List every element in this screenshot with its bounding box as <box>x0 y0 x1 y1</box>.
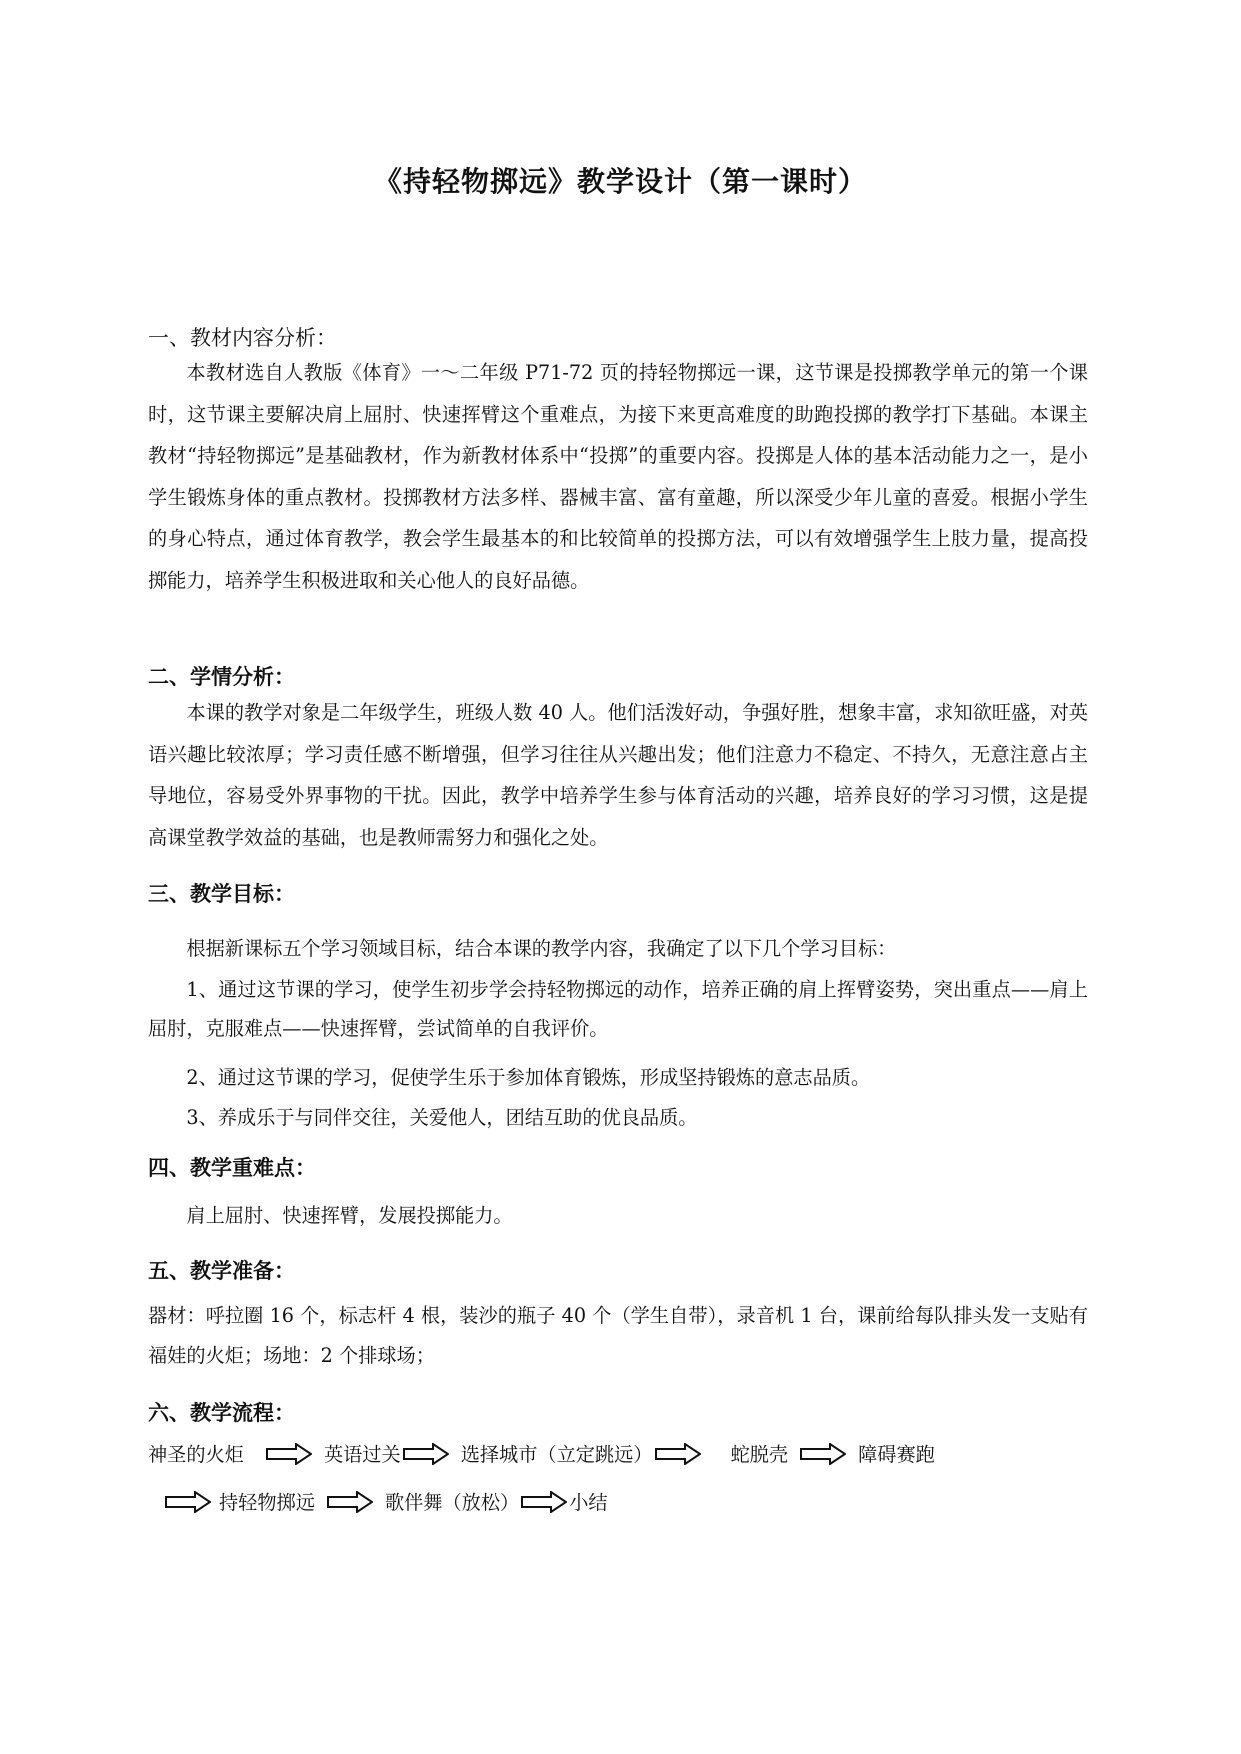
right-arrow-icon <box>266 1443 312 1465</box>
teaching-flow-row-2 <box>165 1488 608 1515</box>
section-heading-content-analysis: 一、教材内容分析： <box>148 326 337 350</box>
section-heading-preparation: 五、教学准备： <box>148 1259 295 1283</box>
section-heading-teaching-goals: 三、教学目标： <box>148 882 295 906</box>
right-arrow-icon <box>655 1443 701 1465</box>
flow-step: 蛇脱壳 <box>730 1443 789 1466</box>
flow-step: 持轻物掷远 <box>219 1491 315 1514</box>
flow-step: 英语过关 <box>323 1443 401 1466</box>
flow-step: 障碍赛跑 <box>858 1443 935 1466</box>
right-arrow-icon <box>521 1491 567 1513</box>
paragraph-preparation: 器材：呼拉圈 16 个，标志杆 4 根，装沙的瓶子 40 个（学生自带），录音机 1 台，课前给每队排头发一支贴有福娃的火炬；场地：2 个排球场； <box>148 1304 1088 1367</box>
paragraph-goal-3: 3、养成乐于与同伴交往，关爱他人，团结互助的优良品质。 <box>186 1106 698 1129</box>
flow-step: 小结 <box>569 1491 608 1514</box>
flow-step: 歌伴舞（放松） <box>384 1491 520 1514</box>
flow-step: 神圣的火炬 <box>148 1443 244 1466</box>
right-arrow-icon <box>165 1491 211 1513</box>
document-title: 《持轻物掷远》教学设计（第一课时） <box>373 165 867 198</box>
section-heading-teaching-flow: 六、教学流程： <box>148 1401 295 1425</box>
right-arrow-icon <box>800 1443 846 1465</box>
paragraph-goal-1: 1、通过这节课的学习，使学生初步学会持轻物掷远的动作，培养正确的肩上挥臂姿势，突出重点——肩上屈肘，克服难点——快速挥臂，尝试简单的自我评价。 <box>148 978 1088 1040</box>
section-heading-key-points: 四、教学重难点： <box>148 1156 316 1180</box>
teaching-flow-row-1 <box>148 1440 935 1467</box>
right-arrow-icon <box>327 1491 373 1513</box>
paragraph-goal-2: 2、通过这节课的学习，促使学生乐于参加体育锻炼，形成坚持锻炼的意志品质。 <box>186 1066 871 1089</box>
flow-step: 选择城市（立定跳远） <box>460 1443 653 1466</box>
paragraph-goals-intro: 根据新课标五个学习领域目标，结合本课的教学内容，我确定了以下几个学习目标： <box>186 937 897 960</box>
right-arrow-icon <box>403 1443 449 1465</box>
paragraph-content-analysis: 本教材选自人教版《体育》一～二年级 P71-72 页的持轻物掷远一课，这节课是投掷教学单元的第一个课时，这节课主要解决肩上屈肘、快速挥臂这个重难点，为接下来更高难度的助跑投掷的教学打下基础。本课主教材“持轻物掷远”是基础教材，作为新教材体系中“投掷”的重要内容。投掷是人体的基本活动能力之一，是小学生锻炼身体的重点教材。投掷教材方法多样、器械丰富、富有童趣，所以深受少年儿童的喜爱。根据小学生的身心特点，通过体育教学，教会学生最基本的和比较简单的投掷方法，可以有效增强学生上肢力量，提高投掷能力，培养学生积极进取和关心他人的良好品德。 <box>148 361 1088 592</box>
paragraph-key-points: 肩上屈肘、快速挥臂，发展投掷能力。 <box>186 1204 513 1227</box>
section-heading-student-analysis: 二、学情分析： <box>148 665 295 689</box>
paragraph-student-analysis: 本课的教学对象是二年级学生，班级人数 40 人。他们活泼好动，争强好胜，想象丰富，求知欲旺盛，对英语兴趣比较浓厚；学习责任感不断增强，但学习往往从兴趣出发；他们注意力不稳定、不持久，无意注意占主导地位，容易受外界事物的干扰。因此，教学中培养学生参与体育活动的兴趣，培养良好的学习习惯，这是提高课堂教学效益的基础，也是教师需努力和强化之处。 <box>148 701 1088 849</box>
